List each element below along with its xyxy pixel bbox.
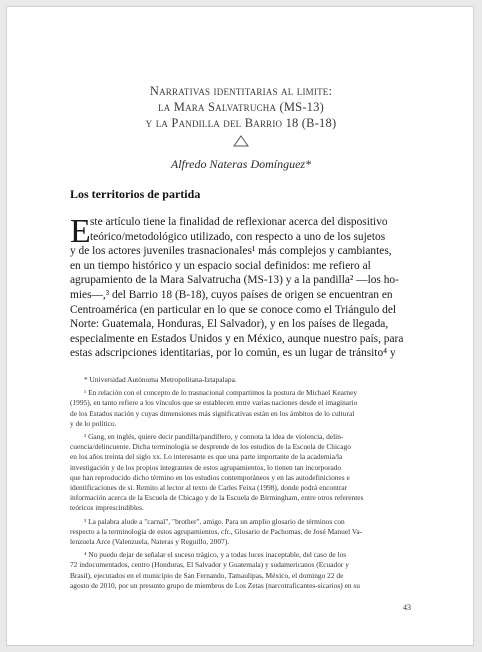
footnotes: [70, 375, 418, 591]
body-line: especialmente en Estados Unidos y en México, aunque nuestro país, para: [70, 332, 404, 345]
footnote-line: 72 indocumentados, centro (Honduras, El Salvador y Guatemala) y sudamericanos (Ecuador y: [70, 560, 349, 570]
page-number: 43: [403, 603, 411, 612]
body-line: Centroamérica (en particular en lo que se conoce como el Triángulo del: [70, 303, 397, 316]
body-line: estas adscripciones identitarias, por lo común, es un lugar de tránsito⁴ y: [70, 347, 396, 360]
triangle-ornament-icon: [233, 135, 249, 147]
footnote-line: información acerca de la Escuela de Chicago y de la Escuela de Birmingham, entre otros referentes: [70, 493, 364, 503]
footnote-line: (1995), en tanto refiere a los vínculos que se establecen entre varias naciones desde el imaginario: [70, 398, 358, 408]
footnote-line: y de lo político.: [70, 418, 117, 428]
footnote-line: ¹ En relación con el concepto de lo trasnacional compartimos la postura de Michael Kearney: [84, 388, 358, 398]
drop-cap: E: [70, 213, 91, 250]
footnote-line: que han reproducido dicho término en los estudios contemporáneos y en las autodefiniciones e: [70, 472, 350, 482]
body-line: teórico/metodológico utilizado, con respecto a uno de los sujetos: [90, 230, 386, 243]
footnote-line: ² Gang, en inglés, quiere decir pandilla/pandillero, y connota la idea de violencia, delin-: [84, 432, 344, 442]
footnote-line: investigación y de los propios integrantes de estos agrupamientos, lo tienen tan incorporado: [70, 462, 342, 472]
footnote-line: respecto a la terminología de estos agrupamientos, cfr., Glosario de Pachomas, de José Manuel Va-: [70, 526, 363, 536]
footnote-line: * Universidad Autónoma Metropolitana-Iztapalapa.: [84, 375, 237, 384]
document-page: [6, 6, 474, 646]
footnote-line: ⁴ No puedo dejar de señalar el suceso trágico, y a todas luces inaceptable, del caso de los: [84, 550, 347, 560]
footnote-line: lenzuela Arce (Valenzuela, Nateras y Reguillo, 2007).: [70, 537, 230, 547]
body-line: Norte: Guatemala, Honduras, El Salvador), y en los países de llegada,: [70, 318, 389, 331]
footnote-line: agosto de 2010, por un presunto grupo de miembros de Los Zetas (narcotraficantes-sicarios) en su: [70, 580, 360, 590]
footnote-line: cuencia/delincuente. Dicha terminología se desprende de los estudios de la Escuela de Chicago: [70, 442, 351, 452]
article-title: [67, 83, 415, 131]
body-line: mies—,³ del Barrio 18 (B-18), cuyos países de origen se encuentran en: [70, 288, 393, 301]
title-line-2: la Mara Salvatrucha (MS-13): [158, 100, 324, 114]
body-line: y de los actores juveniles trasnacionales¹ más complejos y cambiantes,: [70, 245, 392, 258]
author-name: Alfredo Nateras Domínguez*: [170, 157, 312, 171]
footnote-line: identificaciones de sí. Remito al lector al texto de Carles Feixa (1998), donde podrá encontrar: [70, 483, 348, 493]
footnote-line: teóricos imprescindibles.: [70, 503, 144, 513]
title-line-1: Narrativas identitarias al limite:: [149, 84, 333, 98]
footnote-line: en los años treinta del siglo xx. Lo interesante es que una parte importante de la academia/la: [70, 452, 343, 462]
title-line-3: y la Pandilla del Barrio 18 (B-18): [145, 116, 337, 130]
body-line: agrupamiento de la Mara Salvatrucha (MS-13) y a la pandilla² —los ho-: [70, 274, 399, 287]
footnote-line: Brasil), ejecutados en el municipio de San Fernando, Tamaulipas, México, el domingo 22 de: [70, 570, 344, 580]
footnote-line: de los Estados nación y cuyas dimensiones más significativas están en los ámbitos de lo cultural: [70, 408, 355, 418]
section-heading: Los territorios de partida: [70, 187, 201, 201]
body-line: ste artículo tiene la finalidad de reflexionar acerca del dispositivo: [90, 216, 388, 228]
body-line: en un tiempo histórico y un espacio social definidos: me refiero al: [70, 259, 371, 272]
footnote-line: ³ La palabra alude a "carnal", "brother", amigo. Para un amplio glosario de términos con: [84, 516, 345, 526]
body-paragraph: [70, 215, 418, 361]
